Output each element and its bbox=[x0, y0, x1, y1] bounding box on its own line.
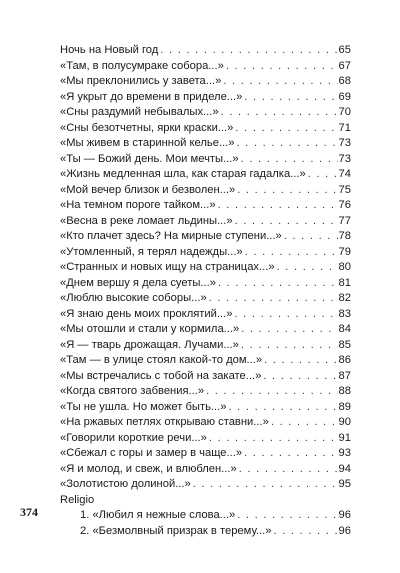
toc-entry-page: 91 bbox=[338, 431, 351, 444]
dot-leader bbox=[228, 400, 337, 416]
dot-leader bbox=[237, 183, 337, 199]
toc-entry-title: «Там — в улице стоял какой-то дом...» bbox=[60, 354, 263, 366]
toc-entry bbox=[60, 524, 351, 540]
dot-leader bbox=[221, 105, 338, 121]
toc-entry-title: 2. «Безмолвный призрак в терему...» bbox=[80, 524, 272, 537]
dot-leader bbox=[244, 446, 337, 462]
dot-leader bbox=[241, 152, 338, 168]
toc-entry-page: 76 bbox=[338, 199, 351, 211]
toc-entry-title: «Там, в полусумраке собора...» bbox=[60, 59, 224, 72]
toc-entry bbox=[60, 183, 351, 199]
toc-entry-page: 93 bbox=[338, 447, 351, 459]
toc-entry-page: 67 bbox=[338, 59, 351, 72]
toc-entry-page: 96 bbox=[338, 524, 351, 537]
dot-leader bbox=[277, 260, 338, 276]
toc-entry-page: 82 bbox=[338, 292, 351, 304]
dot-leader bbox=[273, 524, 337, 540]
toc-entry-page: 96 bbox=[338, 509, 351, 521]
toc-entry bbox=[60, 43, 351, 59]
toc-entry-page: 70 bbox=[338, 106, 351, 118]
dot-leader bbox=[234, 307, 337, 323]
toc-entry-title: «Сны безотчетны, ярки краски...» bbox=[60, 121, 234, 134]
toc-entry bbox=[60, 508, 351, 524]
toc-entry-title: 1. «Любил я нежные слова...» bbox=[80, 509, 236, 521]
toc-entry-page: 77 bbox=[338, 214, 351, 227]
dot-leader bbox=[223, 74, 337, 90]
toc-entry-page: 87 bbox=[338, 369, 351, 382]
toc-entry-title: «Говорили короткие речи...» bbox=[60, 431, 207, 444]
dot-leader bbox=[245, 245, 338, 261]
toc-entry-title: «На ржавых петлях открываю ставни...» bbox=[60, 416, 269, 428]
toc-entry bbox=[60, 307, 351, 323]
dot-leader bbox=[263, 369, 337, 385]
toc-entry bbox=[60, 214, 351, 230]
toc-entry bbox=[60, 59, 351, 75]
dot-leader bbox=[160, 43, 337, 59]
toc-entry-title: «Я и молод, и свеж, и влюблен...» bbox=[60, 462, 237, 475]
toc-entry-page: 78 bbox=[338, 230, 351, 242]
dot-leader bbox=[284, 229, 338, 245]
toc-entry-page: 73 bbox=[338, 152, 351, 165]
dot-leader bbox=[241, 338, 338, 354]
toc-entry-page: 84 bbox=[338, 323, 351, 335]
toc-entry-title: «На темном пороге тайком...» bbox=[60, 199, 216, 211]
toc-entry bbox=[60, 477, 351, 493]
toc-entry bbox=[60, 322, 351, 338]
toc-entry-page: 83 bbox=[338, 307, 351, 320]
toc-entry bbox=[60, 121, 351, 137]
toc-entry-title: Ночь на Новый год bbox=[60, 44, 159, 56]
toc-entry-page: 95 bbox=[338, 478, 351, 490]
toc-entry-page: 88 bbox=[338, 385, 351, 397]
dot-leader bbox=[241, 322, 337, 338]
toc-entry-title: «Люблю высокие соборы...» bbox=[60, 292, 207, 304]
toc-entry bbox=[60, 74, 351, 90]
dot-leader bbox=[237, 508, 337, 524]
toc-entry-page: 71 bbox=[338, 121, 351, 134]
toc-entry bbox=[60, 415, 351, 431]
toc-entry-page: 89 bbox=[338, 400, 351, 413]
toc-entry bbox=[60, 260, 351, 276]
toc-entry-title: «Я укрыт до времени в приделе...» bbox=[60, 90, 243, 103]
toc-entry bbox=[60, 446, 351, 462]
toc-entry-title: «Весна в реке ломает льдины...» bbox=[60, 214, 233, 227]
toc-entry-page: 94 bbox=[338, 462, 351, 475]
toc-entry bbox=[60, 291, 351, 307]
section-heading: Religio bbox=[60, 493, 95, 506]
toc-entry-page: 80 bbox=[338, 261, 351, 273]
dot-leader bbox=[206, 384, 337, 400]
dot-leader bbox=[218, 276, 338, 292]
dot-leader bbox=[271, 415, 338, 431]
dot-leader bbox=[193, 477, 338, 493]
toc-entry-page: 65 bbox=[338, 44, 351, 56]
toc-entry bbox=[60, 431, 351, 447]
toc-entry-title: «Ты не ушла. Но может быть...» bbox=[60, 400, 227, 413]
toc-entry-title: «Золотистою долиной...» bbox=[60, 478, 191, 490]
toc-entry bbox=[60, 105, 351, 121]
toc-entry-title: «Когда святого забвения...» bbox=[60, 385, 205, 397]
toc-entry-title: «Утомленный, я терял надежды...» bbox=[60, 245, 243, 258]
toc-entry-page: 75 bbox=[338, 183, 351, 196]
toc-entry-title: «Днем вершу я дела суеты...» bbox=[60, 276, 216, 289]
dot-leader bbox=[244, 90, 337, 106]
toc-entry-title: «Мы отошли и стали у кормила...» bbox=[60, 323, 240, 335]
toc-entry-page: 79 bbox=[338, 245, 351, 258]
dot-leader bbox=[209, 431, 338, 447]
toc-entry-page: 86 bbox=[338, 354, 351, 366]
toc-entries bbox=[60, 43, 351, 493]
toc-entry-page: 90 bbox=[338, 416, 351, 428]
toc-entry bbox=[60, 245, 351, 261]
toc-entry-page: 73 bbox=[338, 137, 351, 149]
toc-entry-title: «Жизнь медленная шла, как старая гадалка...» bbox=[60, 168, 306, 180]
toc-entry-title: «Странных и новых ищу на страницах...» bbox=[60, 261, 275, 273]
table-of-contents bbox=[60, 43, 351, 539]
dot-leader bbox=[218, 198, 338, 214]
page-number: 374 bbox=[20, 505, 38, 519]
toc-entry bbox=[60, 229, 351, 245]
toc-entry-title: «Мы встречались с тобой на закате...» bbox=[60, 369, 262, 382]
toc-entry-title: «Сбежал с горы и замер в чаще...» bbox=[60, 447, 243, 459]
dot-leader bbox=[226, 59, 338, 75]
toc-section-entries bbox=[60, 508, 351, 539]
toc-entry-title: «Мой вечер близок и безволен...» bbox=[60, 183, 236, 196]
toc-entry-page: 81 bbox=[338, 276, 351, 289]
toc-entry bbox=[60, 152, 351, 168]
toc-entry-page: 85 bbox=[338, 338, 351, 351]
toc-entry-title: «Ты — Божий день. Мои мечты...» bbox=[60, 152, 239, 165]
dot-leader bbox=[264, 353, 337, 369]
toc-entry bbox=[60, 276, 351, 292]
toc-entry bbox=[60, 353, 351, 369]
toc-entry-title: «Я — тварь дрожащая. Лучами...» bbox=[60, 338, 239, 351]
toc-entry-title: «Мы преклонились у завета...» bbox=[60, 75, 222, 87]
dot-leader bbox=[237, 136, 338, 152]
toc-entry-title: «Сны раздумий небывалых...» bbox=[60, 106, 219, 118]
dot-leader bbox=[308, 167, 338, 183]
toc-entry-title: «Мы живем в старинной келье...» bbox=[60, 137, 235, 149]
toc-entry bbox=[60, 462, 351, 478]
dot-leader bbox=[235, 214, 338, 230]
toc-entry-title: «Я знаю день моих проклятий...» bbox=[60, 307, 233, 320]
toc-entry-title: «Кто плачет здесь? На мирные ступени...» bbox=[60, 230, 282, 242]
toc-entry bbox=[60, 90, 351, 106]
toc-entry-page: 68 bbox=[338, 75, 351, 87]
dot-leader bbox=[239, 462, 338, 478]
toc-entry bbox=[60, 338, 351, 354]
dot-leader bbox=[235, 121, 337, 137]
toc-entry bbox=[60, 384, 351, 400]
toc-entry bbox=[60, 369, 351, 385]
toc-entry-page: 74 bbox=[338, 168, 351, 180]
toc-entry bbox=[60, 198, 351, 214]
toc-entry bbox=[60, 167, 351, 183]
toc-entry bbox=[60, 400, 351, 416]
toc-entry-page: 69 bbox=[338, 90, 351, 103]
dot-leader bbox=[209, 291, 338, 307]
toc-entry bbox=[60, 136, 351, 152]
